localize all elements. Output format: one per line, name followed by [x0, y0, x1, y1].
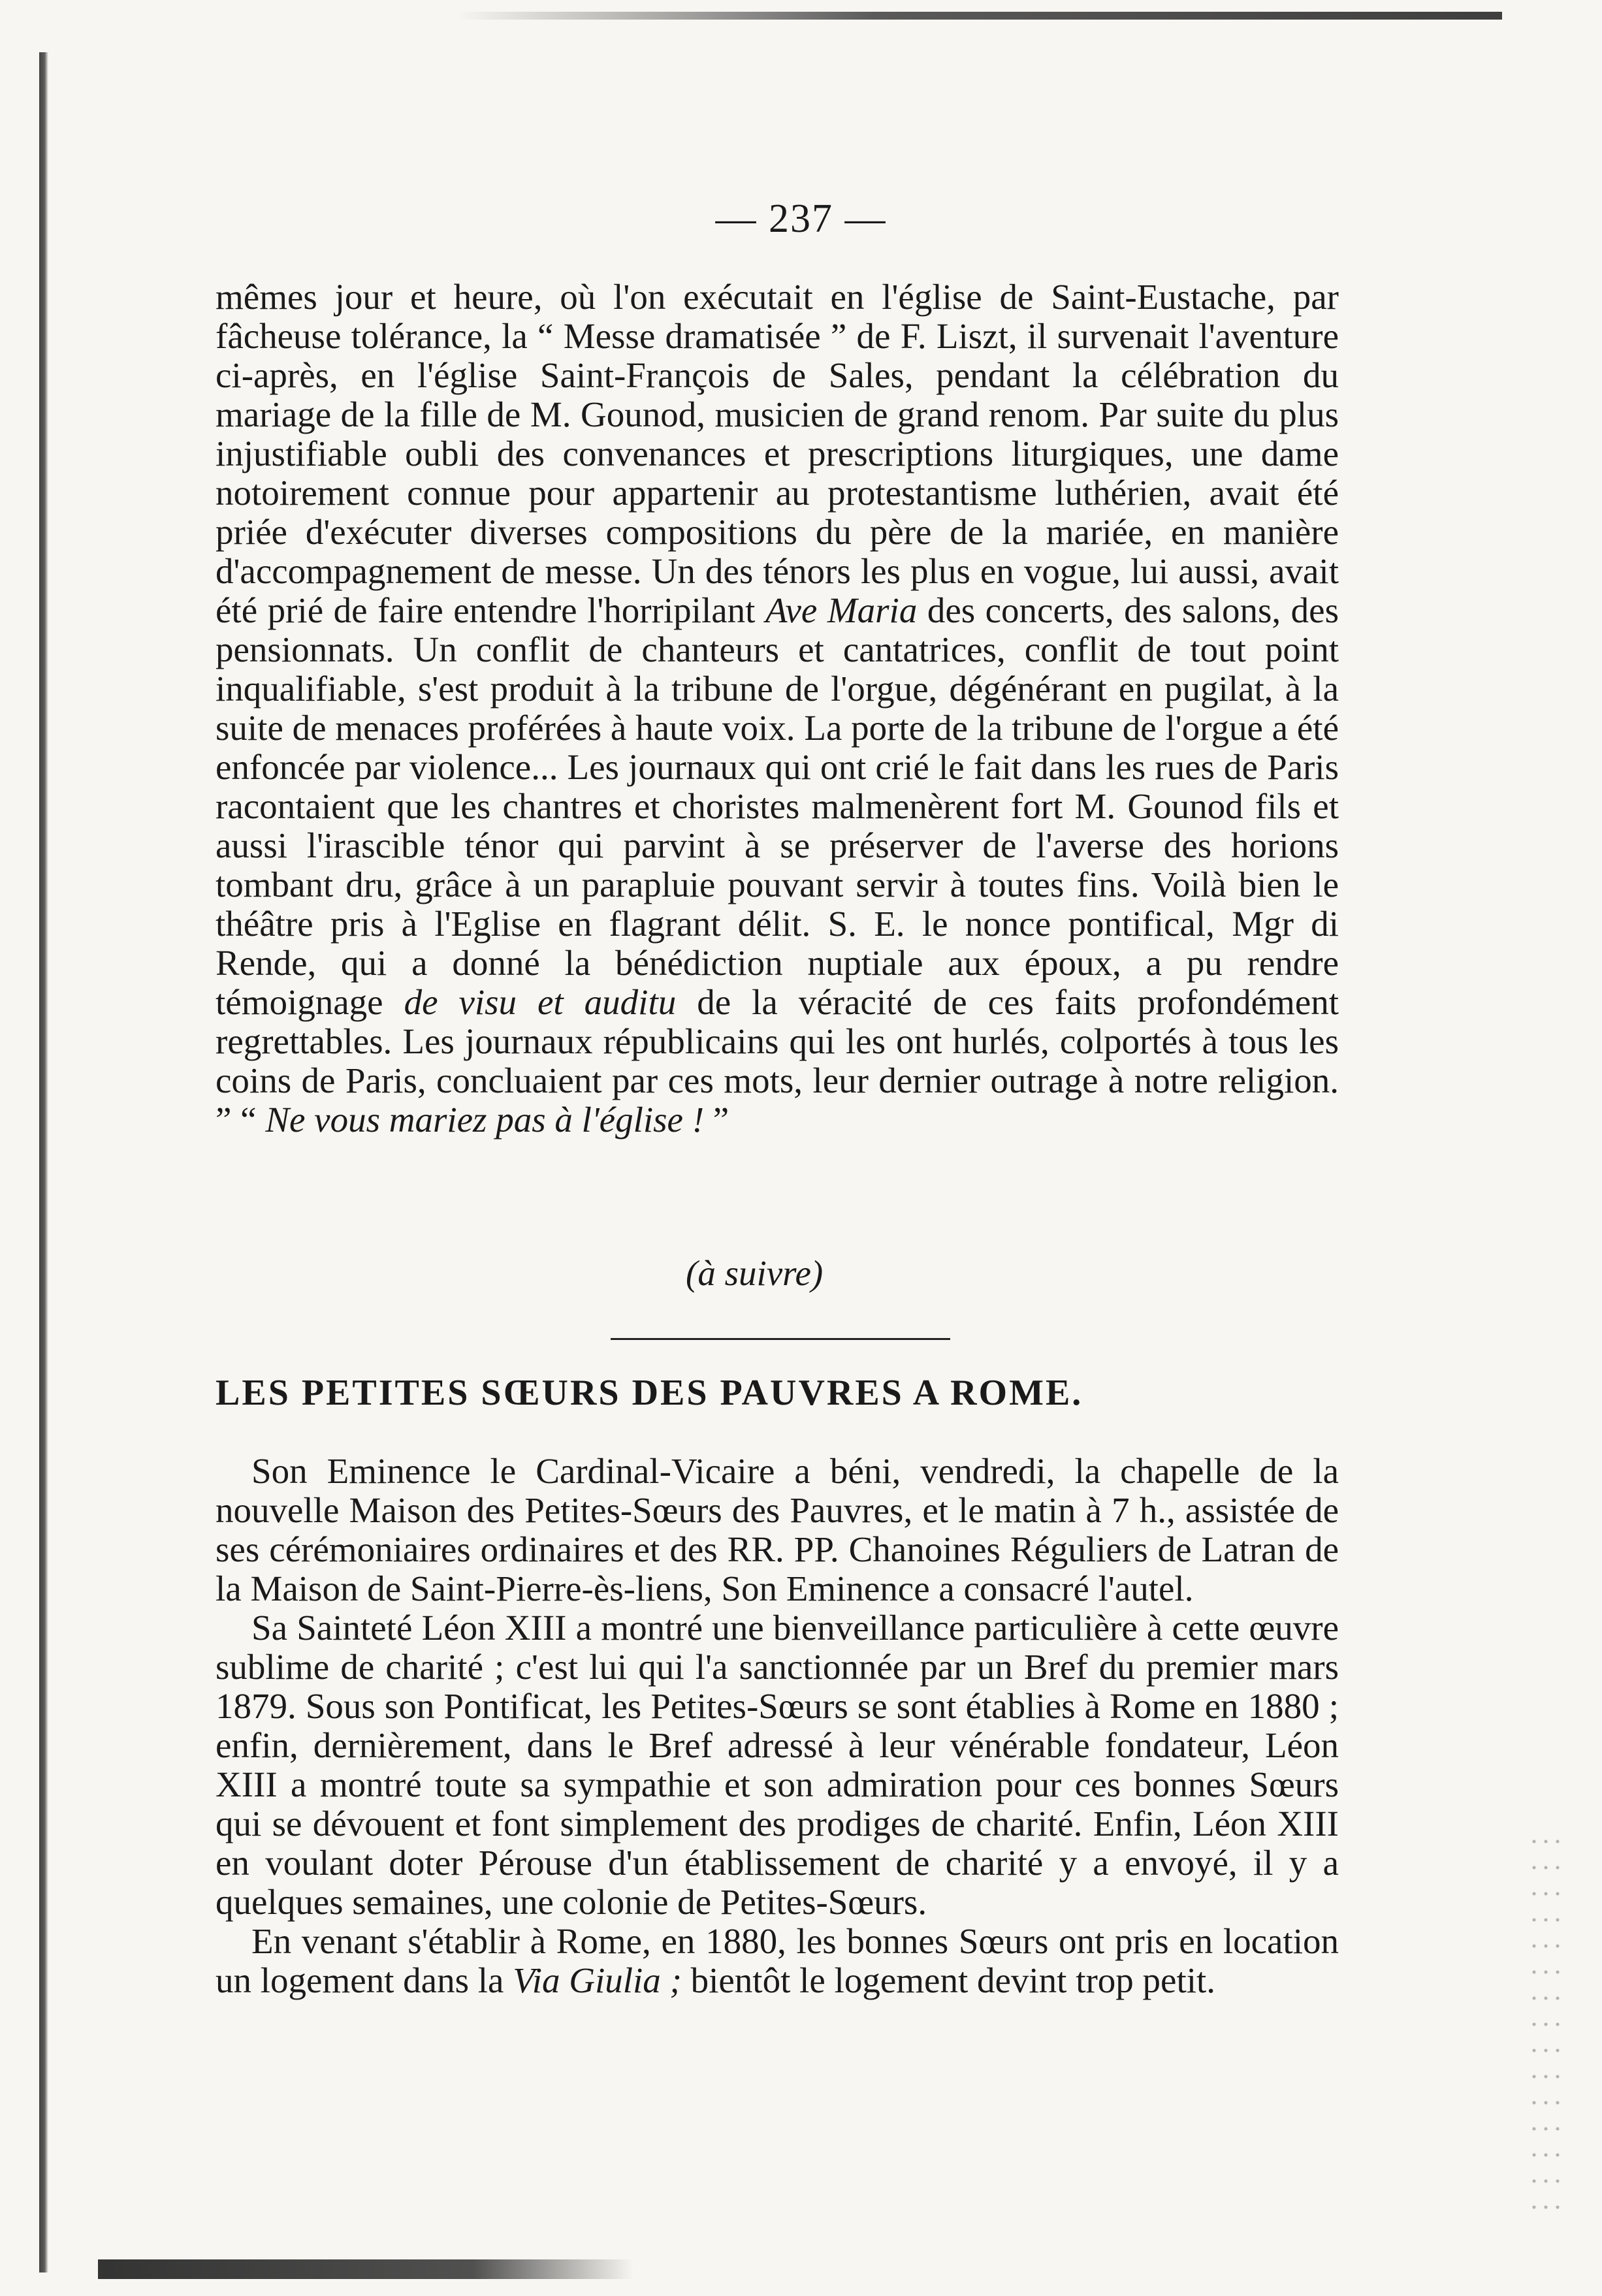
article-paragraph-1: Son Eminence le Cardinal-Vicaire a béni, vendredi, la chapelle de la nouvelle Maison des Petites-Sœurs des Pauvres, et le matin à 7 h., assistée de ses cérémoniaires ordinaires et des RR. PP. Chanoines Réguliers de Latran de la Maison de Saint-Pierre-ès-liens, Son Eminence a consacré l'autel.	[216, 1451, 1339, 1608]
paragraph-text: des concerts, des salons, des pensionnats. Un conflit de chanteurs et cantatrices, conflit de tout point inqualifiable, s'est produit à la tribune de l'orgue, dégénérant en pugilat, à la suite de menaces proférées à haute voix. La porte de la tribune de l'orgue a été enfoncée par violence... Les journaux qui ont crié le fait dans les rues de Paris racontaient que les chantres et choristes malmenèrent fort M. Gounod fils et aussi l'irascible ténor qui parvint à se préserver de l'averse des horions tombant dru, grâce à un parapluie pouvant servir à toutes fins. Voilà bien le théâtre pris à l'Eglise en flagrant délit. S. E. le nonce pontifical, Mgr di Rende, qui a donné la bénédiction nuptiale aux époux, a pu rendre témoignage	[216, 590, 1339, 1022]
italic-title: Ave Maria	[765, 590, 918, 630]
article-paragraph-3	[216, 1922, 1339, 2000]
scan-edge-top	[457, 12, 1502, 20]
italic-street-name: Via Giulia ;	[513, 1960, 682, 2000]
continued-paragraph	[216, 278, 1339, 1140]
italic-quote: Ne vous mariez pas à l'église !	[265, 1100, 705, 1140]
page-number: — 237 —	[715, 197, 887, 241]
scan-specks-right	[1528, 1828, 1561, 2220]
to-be-continued-note: (à suivre)	[686, 1253, 824, 1293]
paragraph-text: de la véracité de ces faits profondément regrettables. Les journaux républicains qui les ont hurlés, colportés à tous les coins de Paris, concluaient par ces mots, leur dernier outrage à notre religion. ” “	[216, 982, 1339, 1140]
italic-phrase: de visu et auditu	[404, 982, 677, 1022]
paragraph-text: bientôt le logement devint trop petit.	[681, 1960, 1216, 2000]
paragraph-text: mêmes jour et heure, où l'on exécutait en l'église de Saint-Eustache, par fâcheuse tolérance, la “ Messe dramatisée ” de F. Liszt, il survenait l'aventure ci-après, en l'église Saint-François de Sales, pendant la célébration du mariage de la fille de M. Gounod, musicien de grand renom. Par suite du plus injustifiable oubli des convenances et prescriptions liturgiques, une dame notoirement connue pour appartenir au protestantisme luthérien, avait été priée d'exécuter diverses compositions du père de la mariée, en manière d'accompagnement de messe. Un des ténors les plus en vogue, lui aussi, avait été prié de faire entendre l'horripilant	[216, 277, 1339, 630]
article-body	[216, 1452, 1339, 2000]
scan-edge-bottom	[98, 2259, 633, 2279]
scan-edge-left	[39, 52, 48, 2272]
paragraph-text: En venant s'établir à Rome, en 1880, les bonnes Sœurs ont pris en location un logement dans la	[216, 1921, 1339, 2000]
paragraph-text: ”	[704, 1100, 729, 1140]
section-divider	[611, 1338, 950, 1340]
article-paragraph-2: Sa Sainteté Léon XIII a montré une bienveillance particulière à cette œuvre sublime de charité ; c'est lui qui l'a sanctionnée par un Bref du premier mars 1879. Sous son Pontificat, les Petites-Sœurs se sont établies à Rome en 1880 ; enfin, dernièrement, dans le Bref adressé à leur vénérable fondateur, Léon XIII a montré toute sa sympathie et son admiration pour ces bonnes Sœurs qui se dévouent et font simplement des prodiges de charité. Enfin, Léon XIII en voulant doter Pérouse d'un établissement de charité y a envoyé, il y a quelques semaines, une colonie de Petites-Sœurs.	[216, 1608, 1339, 1922]
article-heading: LES PETITES SŒURS DES PAUVRES A ROME.	[216, 1373, 1083, 1413]
continued-article	[216, 278, 1339, 1140]
